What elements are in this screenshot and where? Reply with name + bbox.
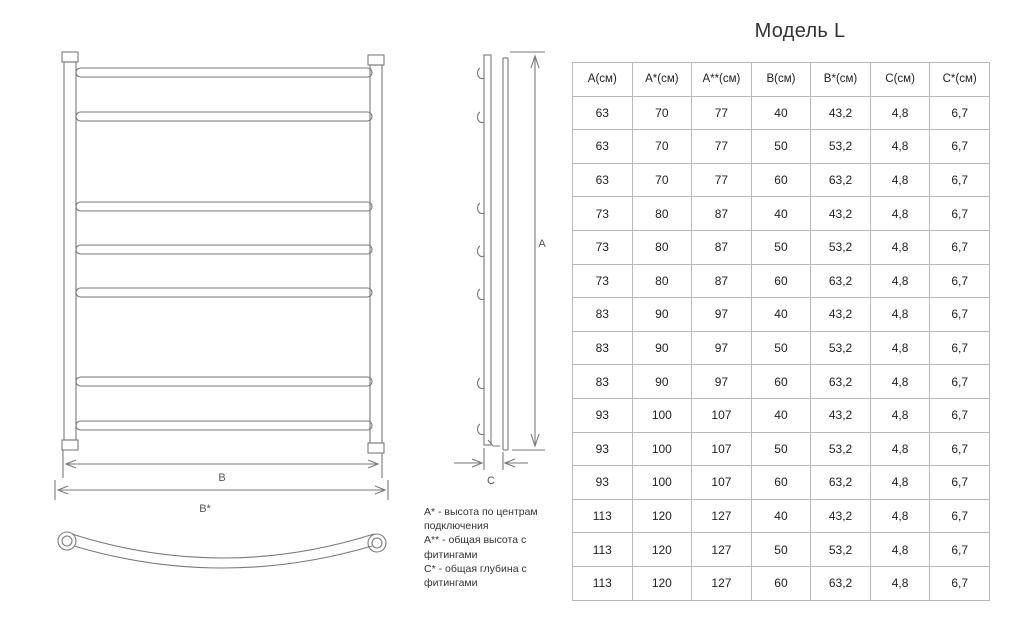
table-cell: 83 [573, 298, 633, 332]
table-cell: 4,8 [870, 365, 930, 399]
table-cell: 50 [751, 533, 811, 567]
table-cell: 53,2 [811, 230, 871, 264]
notes [424, 505, 566, 590]
table-cell: 127 [692, 499, 752, 533]
table-cell: 80 [632, 264, 692, 298]
col-header-b: B(см) [751, 63, 811, 97]
table-cell: 113 [573, 566, 633, 600]
table-row [573, 533, 990, 567]
table-cell: 77 [692, 130, 752, 164]
table-cell: 120 [632, 533, 692, 567]
table-cell: 4,8 [870, 566, 930, 600]
table-cell: 40 [751, 499, 811, 533]
table-cell: 6,7 [930, 230, 990, 264]
table-cell: 120 [632, 566, 692, 600]
table-cell: 6,7 [930, 533, 990, 567]
table-cell: 77 [692, 163, 752, 197]
table-cell: 50 [751, 130, 811, 164]
table-cell: 6,7 [930, 197, 990, 231]
top-view [58, 532, 386, 568]
table-cell: 63,2 [811, 566, 871, 600]
label-a: A [538, 238, 546, 250]
table-cell: 40 [751, 298, 811, 332]
table-cell: 80 [632, 197, 692, 231]
table-cell: 40 [751, 96, 811, 130]
table-cell: 87 [692, 197, 752, 231]
col-header-c: C(см) [870, 63, 930, 97]
table-row [573, 264, 990, 298]
front-left-post [62, 52, 78, 450]
table-cell: 127 [692, 533, 752, 567]
table-row [573, 163, 990, 197]
table-cell: 4,8 [870, 533, 930, 567]
table-cell: 6,7 [930, 331, 990, 365]
table-cell: 63,2 [811, 264, 871, 298]
table-cell: 43,2 [811, 96, 871, 130]
table-cell: 63 [573, 163, 633, 197]
label-b: B [218, 472, 226, 484]
note-c-star: C* - общая глубина с фитингами [424, 562, 527, 590]
table-cell: 4,8 [870, 197, 930, 231]
table-cell: 4,8 [870, 163, 930, 197]
label-c: C [487, 475, 495, 487]
table-cell: 40 [751, 197, 811, 231]
table-row [573, 432, 990, 466]
table-cell: 70 [632, 163, 692, 197]
table-cell: 113 [573, 533, 633, 567]
table-cell: 50 [751, 230, 811, 264]
table-cell: 90 [632, 298, 692, 332]
table-row [573, 566, 990, 600]
front-right-post [368, 55, 384, 453]
table-cell: 80 [632, 230, 692, 264]
dimension-c [454, 448, 528, 470]
table-cell: 97 [692, 365, 752, 399]
table-row [573, 230, 990, 264]
table-cell: 63,2 [811, 163, 871, 197]
table-cell: 6,7 [930, 298, 990, 332]
table-cell: 73 [573, 230, 633, 264]
col-header-a: A(см) [573, 63, 633, 97]
table-cell: 97 [692, 331, 752, 365]
table-cell: 53,2 [811, 432, 871, 466]
table-cell: 107 [692, 432, 752, 466]
table-cell: 100 [632, 398, 692, 432]
table-cell: 107 [692, 398, 752, 432]
table-cell: 93 [573, 432, 633, 466]
table-cell: 100 [632, 432, 692, 466]
table-cell: 4,8 [870, 398, 930, 432]
table-cell: 4,8 [870, 432, 930, 466]
table-cell: 87 [692, 264, 752, 298]
table-cell: 6,7 [930, 163, 990, 197]
table-cell: 93 [573, 398, 633, 432]
front-rungs [76, 68, 372, 430]
col-header-a-double-star: A**(см) [692, 63, 752, 97]
table-row [573, 298, 990, 332]
table-cell: 73 [573, 264, 633, 298]
table-cell: 40 [751, 398, 811, 432]
label-b-star: B* [199, 503, 211, 515]
table-cell: 4,8 [870, 499, 930, 533]
table-cell: 50 [751, 331, 811, 365]
table-cell: 63,2 [811, 466, 871, 500]
side-view [478, 55, 508, 450]
table-row [573, 197, 990, 231]
table-cell: 60 [751, 466, 811, 500]
table-row [573, 96, 990, 130]
table-cell: 70 [632, 96, 692, 130]
table-cell: 120 [632, 499, 692, 533]
table-cell: 4,8 [870, 264, 930, 298]
table-cell: 107 [692, 466, 752, 500]
table-cell: 6,7 [930, 432, 990, 466]
col-header-c-star: C*(см) [930, 63, 990, 97]
table-cell: 43,2 [811, 499, 871, 533]
table-row [573, 466, 990, 500]
table-cell: 6,7 [930, 130, 990, 164]
table-cell: 93 [573, 466, 633, 500]
table-cell: 4,8 [870, 130, 930, 164]
table-cell: 6,7 [930, 365, 990, 399]
table-cell: 4,8 [870, 331, 930, 365]
table-cell: 83 [573, 331, 633, 365]
table-cell: 4,8 [870, 298, 930, 332]
table-cell: 6,7 [930, 499, 990, 533]
table-cell: 50 [751, 432, 811, 466]
table-cell: 90 [632, 365, 692, 399]
table-cell: 60 [751, 264, 811, 298]
table-row [573, 499, 990, 533]
table-cell: 4,8 [870, 230, 930, 264]
table-cell: 60 [751, 365, 811, 399]
table-cell: 97 [692, 298, 752, 332]
table-cell: 6,7 [930, 264, 990, 298]
table-cell: 83 [573, 365, 633, 399]
table-cell: 6,7 [930, 398, 990, 432]
table-cell: 53,2 [811, 130, 871, 164]
table-cell: 60 [751, 163, 811, 197]
table-row [573, 398, 990, 432]
table-cell: 113 [573, 499, 633, 533]
note-a-star: A* - высота по центрам подключения [424, 506, 538, 533]
table-cell: 43,2 [811, 197, 871, 231]
table-cell: 53,2 [811, 533, 871, 567]
table-cell: 6,7 [930, 96, 990, 130]
col-header-a-star: A*(см) [632, 63, 692, 97]
table-cell: 127 [692, 566, 752, 600]
table-cell: 77 [692, 96, 752, 130]
table-cell: 90 [632, 331, 692, 365]
table-cell: 60 [751, 566, 811, 600]
table-cell: 6,7 [930, 466, 990, 500]
dimension-a [510, 52, 545, 450]
table-cell: 73 [573, 197, 633, 231]
table-cell: 70 [632, 130, 692, 164]
table-cell: 87 [692, 230, 752, 264]
spec-table [572, 62, 990, 601]
table-cell: 43,2 [811, 398, 871, 432]
table-cell: 63 [573, 130, 633, 164]
table-header-row [573, 63, 990, 97]
table-cell: 53,2 [811, 331, 871, 365]
table-cell: 6,7 [930, 566, 990, 600]
table-body [573, 96, 990, 600]
note-a-double-star: A** - общая высота с фитингами [424, 534, 527, 561]
table-row [573, 130, 990, 164]
table-row [573, 331, 990, 365]
col-header-b-star: B*(см) [811, 63, 871, 97]
table-cell: 63 [573, 96, 633, 130]
page-title: Модель L [754, 20, 846, 42]
table-cell: 4,8 [870, 96, 930, 130]
table-cell: 63,2 [811, 365, 871, 399]
table-row [573, 365, 990, 399]
table-cell: 43,2 [811, 298, 871, 332]
table-cell: 100 [632, 466, 692, 500]
table-cell: 4,8 [870, 466, 930, 500]
